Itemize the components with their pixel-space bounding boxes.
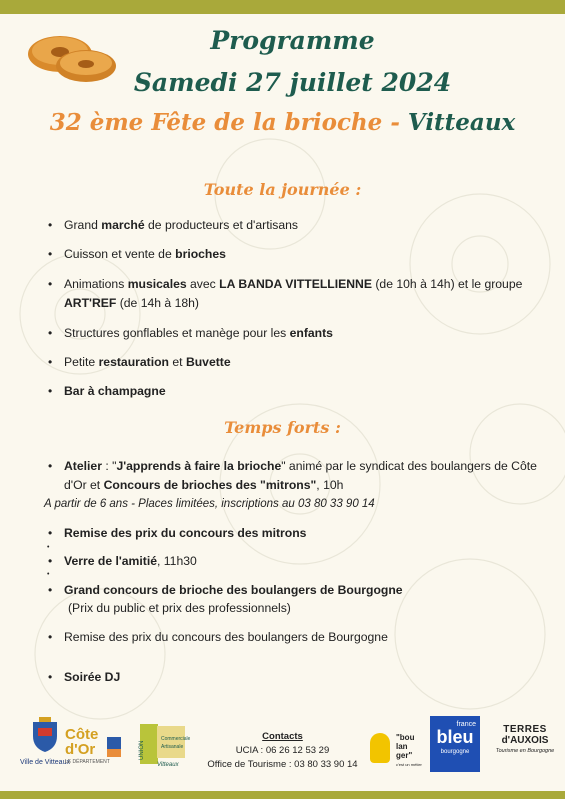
logo-union-commerciale [135,720,190,770]
remise-mitrons-item: • Remise des prix du concours des mitrons [48,525,548,542]
atelier-note: A partir de 6 ans - Places limitées, inscriptions au 03 80 33 90 14 [44,498,375,510]
logo-france-bleu: france bleu bourgogne [430,716,480,772]
logo-vitteaux: Ville de Vitteaux [20,716,70,776]
programme-title: Programme [210,26,375,55]
grand-concours-sub: (Prix du public et prix des professionnels) [68,601,291,615]
date-title: Samedi 27 juillet 2024 [133,68,452,97]
logo-cote-dor: Côte d'Or LE DÉPARTEMENT [65,727,125,772]
list-item: • Petite restauration et Buvette [48,354,548,371]
logo-terres-auxois: TERRES d'AUXOIS Tourisme en Bourgogne [495,724,555,754]
list-item: • Bar à champagne [48,383,548,400]
verre-amitie-item: • Verre de l'amitié, 11h30 [48,553,548,570]
bottom-band [0,791,565,799]
title-block [0,26,565,138]
vitteaux-coat-of-arms-icon [30,716,60,754]
event-title [0,108,565,138]
section-temps-forts-title: Temps forts : [224,418,341,437]
temps-forts-list-2 [48,525,548,542]
toute-la-journee-list [48,217,548,400]
contact-office: Office de Tourisme : 03 80 33 90 14 [207,759,358,770]
list-item: • Cuisson et vente de brioches [48,246,548,263]
event-dash: - [382,109,408,136]
logo-boulanger: "bou lan ger" c'est un métier [370,731,425,771]
temps-forts-list-4 [48,582,548,599]
soiree-dj-item: • Soirée DJ [48,669,548,686]
list-item: • Grand marché de producteurs et d'artisans [48,217,548,234]
contact-ucia: UCIA : 06 26 12 53 29 [235,745,330,756]
grand-concours-item: • Grand concours de brioche des boulangers de Bourgogne [48,582,548,599]
section-toute-la-journee-title: Toute la journée : [203,180,362,199]
temps-forts-list-5 [48,629,548,646]
dot-marker: • [47,544,50,551]
atelier-item: • Atelier : "J'apprends à faire la brioche" animé par le syndicat des boulangers de Côte d'Or et Concours de brioches des "mitrons", 10h [48,457,553,495]
contacts-title: Contacts [262,731,303,742]
temps-forts-list [48,457,553,495]
top-band [0,0,565,14]
svg-text:Artisanale: Artisanale [161,744,184,750]
svg-text:UNION: UNION [139,740,145,760]
contacts-block [195,730,370,772]
svg-text:Commerciale: Commerciale [161,736,190,742]
dot-marker: • [47,571,50,578]
remise-boulangers-item: • Remise des prix du concours des boulangers de Bourgogne [48,629,548,646]
temps-forts-list-3 [48,553,548,570]
event-name: 32 ème Fête de la brioche [49,109,383,136]
list-item: • Animations musicales avec LA BANDA VITTELLIENNE (de 10h à 14h) et le groupe ART'REF (de 14h à 18h) [48,275,548,313]
list-item: • Structures gonflables et manège pour les enfants [48,325,548,342]
event-town: Vitteaux [407,109,516,136]
svg-text:Vitteaux: Vitteaux [157,762,179,768]
temps-forts-list-6 [48,669,548,686]
